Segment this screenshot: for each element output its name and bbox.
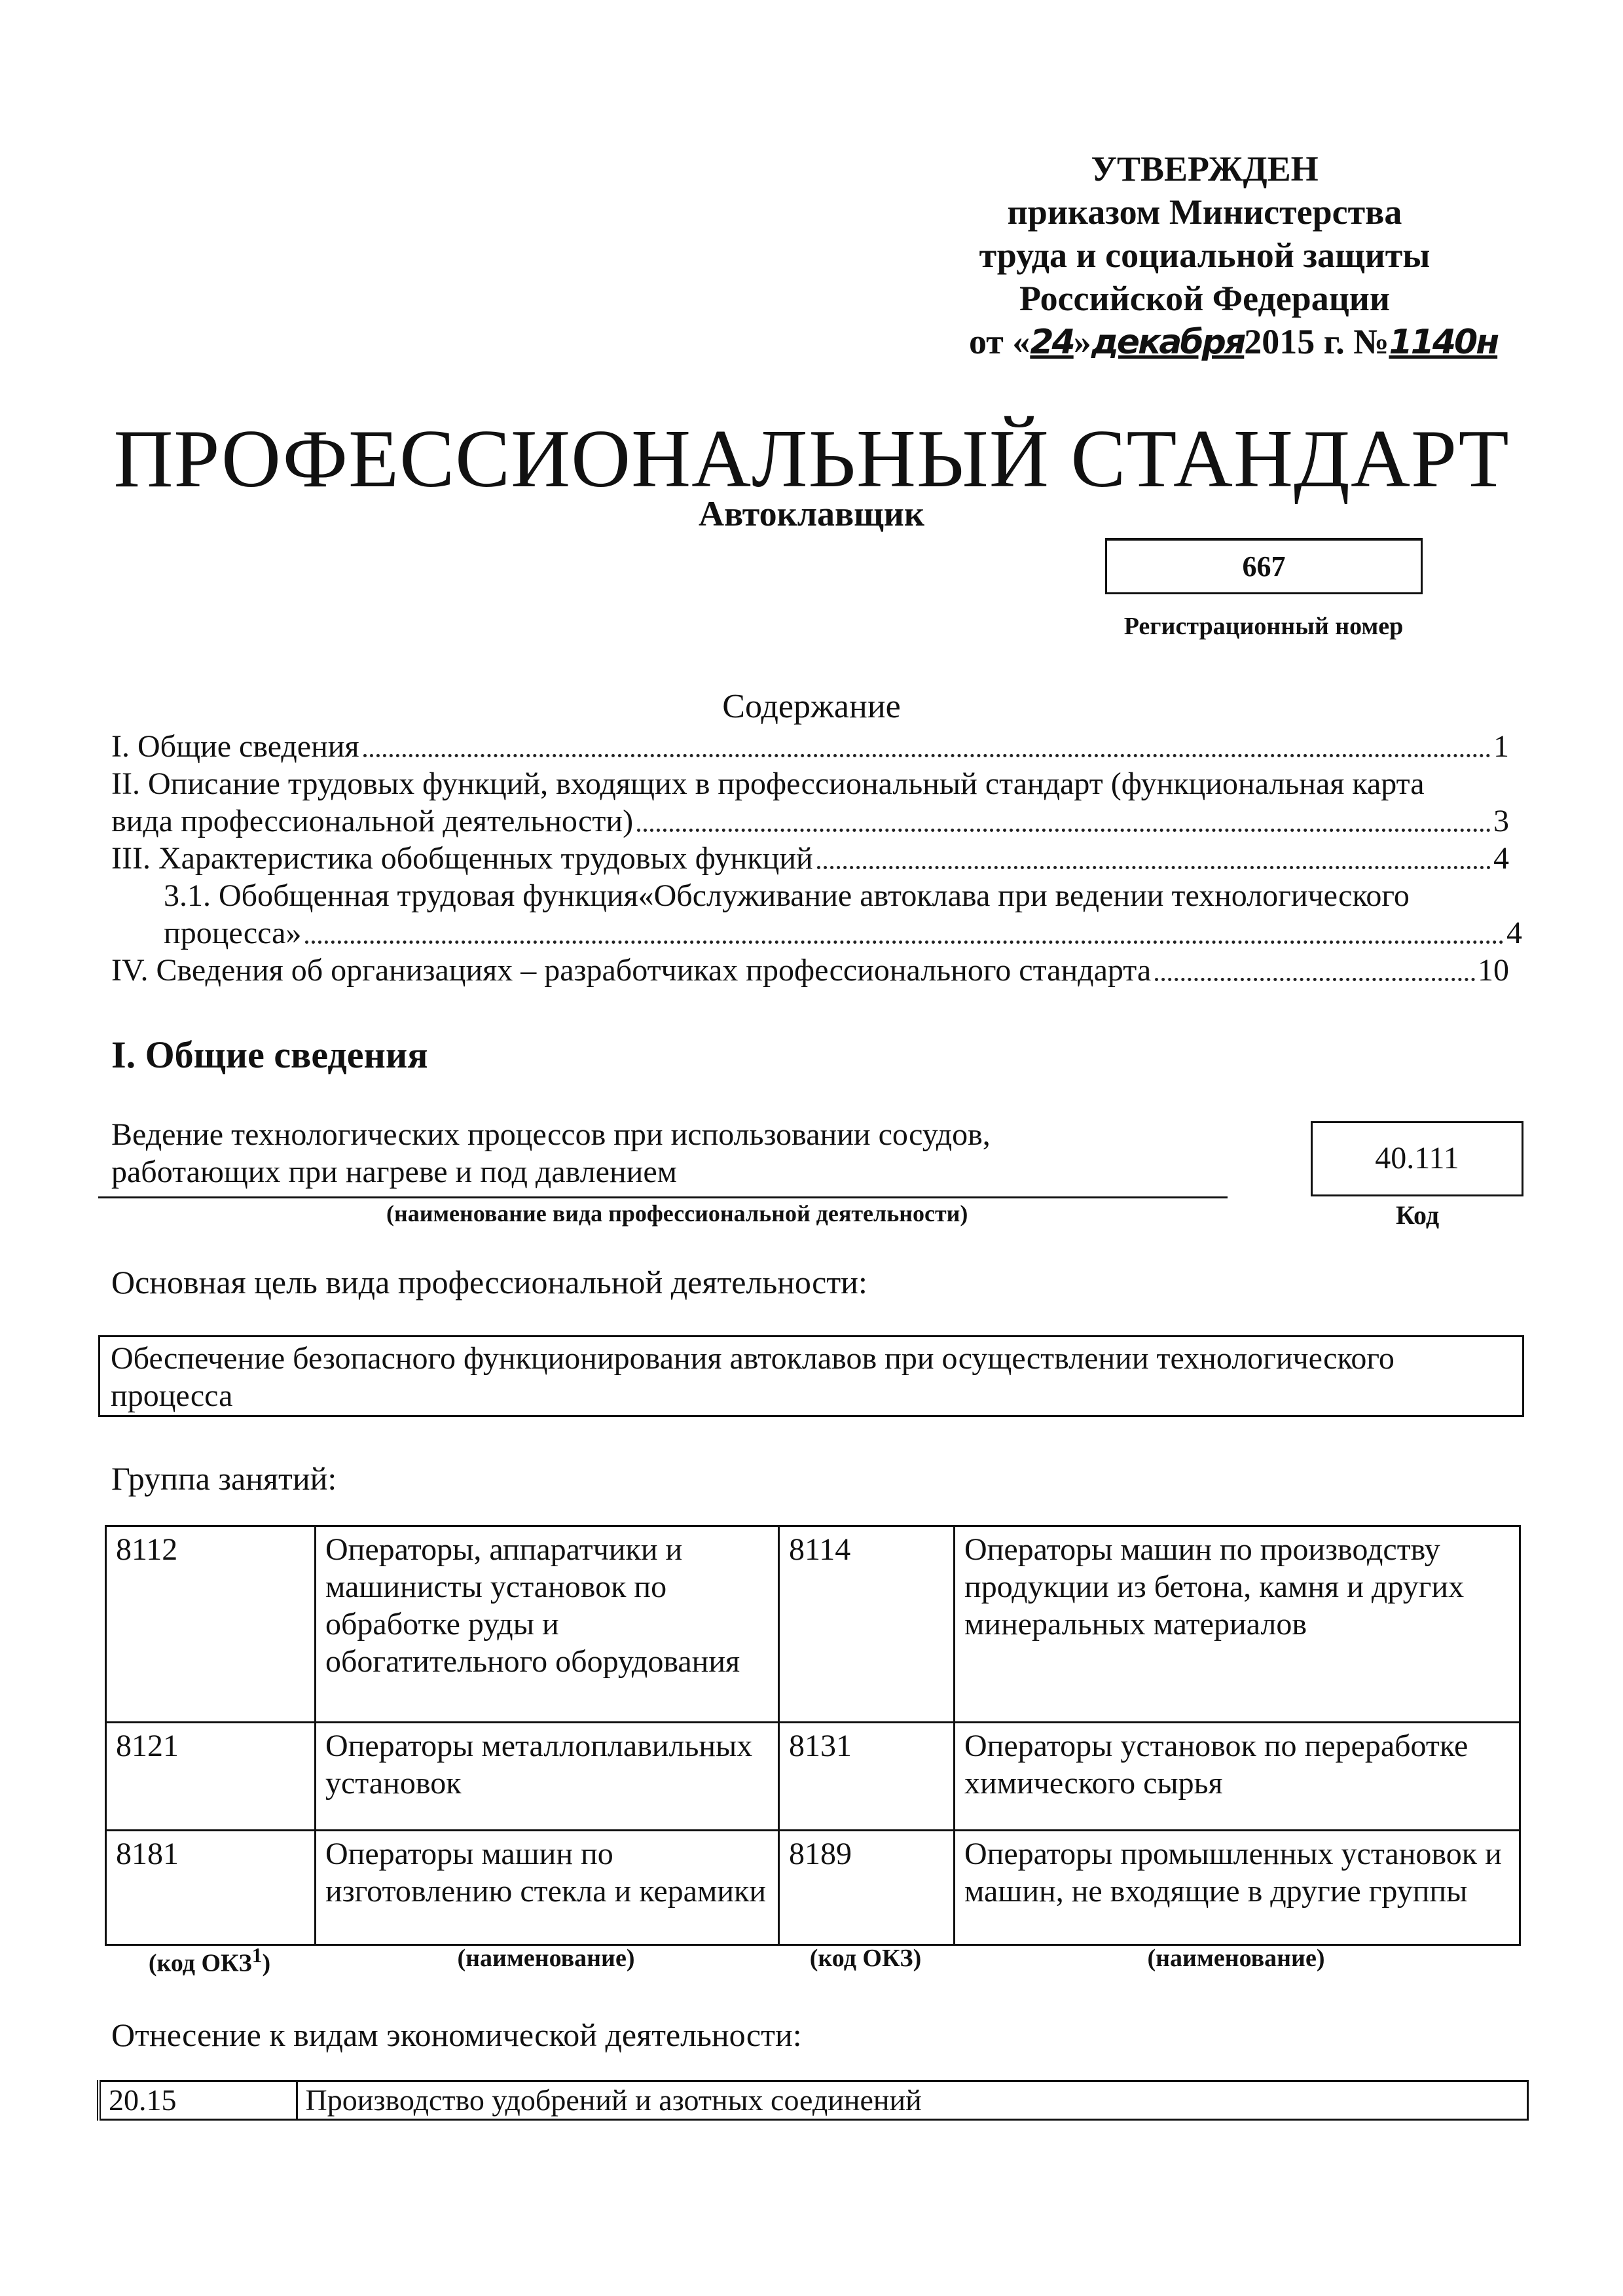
toc-entry-text: процесса»	[164, 916, 302, 950]
toc-entry-text: вида профессиональной деятельности)	[111, 804, 634, 838]
toc-entry-page: 3	[1493, 804, 1509, 838]
economic-activity-table	[97, 2080, 1529, 2121]
activity-name-line: Ведение технологических процессов при использовании сосудов,	[111, 1117, 991, 1152]
activity-code-box: 40.111	[1311, 1121, 1523, 1196]
approval-date	[969, 320, 1498, 364]
approval-line: приказом Министерства	[1007, 192, 1402, 232]
handwritten-day: 24	[1030, 323, 1074, 362]
toc-entry[interactable]	[164, 914, 1522, 952]
table-row	[106, 1723, 1520, 1831]
approval-line: труда и социальной защиты	[979, 236, 1431, 275]
handwritten-order-number: 1140н	[1389, 323, 1498, 362]
toc-leader-dots	[305, 941, 1504, 944]
caption-text: (код ОКЗ	[148, 1949, 252, 1977]
toc-entry[interactable]	[111, 802, 1509, 840]
occupation-code: 8112	[106, 1526, 316, 1723]
activity-name-line: работающих при нагреве и под давлением	[111, 1155, 677, 1189]
table-row	[106, 1831, 1520, 1945]
okved-code: 20.15	[99, 2081, 297, 2120]
registration-number-label: Регистрационный номер	[1123, 613, 1404, 640]
okz-code-caption	[105, 1944, 314, 1978]
activity-underline	[98, 1196, 1228, 1198]
toc-entry-text: II. Описание трудовых функций, входящих в профессиональный стандарт (функциональная карта	[111, 766, 1425, 801]
toc-entry-text: III. Характеристика обобщенных трудовых функций	[111, 841, 813, 876]
toc-leader-dots	[1155, 978, 1475, 981]
approval-title: УТВЕРЖДЕН	[1091, 149, 1319, 188]
toc-leader-dots	[363, 754, 1491, 757]
registration-number-box: 667	[1105, 538, 1423, 594]
toc-leader-dots	[817, 866, 1491, 869]
occupation-name: Операторы металлоплавильных установок	[316, 1723, 779, 1831]
toc-entry-page: 10	[1478, 953, 1509, 988]
table-row	[106, 1526, 1520, 1723]
activity-name	[111, 1116, 1224, 1191]
occupation-code: 8181	[106, 1831, 316, 1945]
goal-box: Обеспечение безопасного функционирования автоклавов при осуществлении технологического процесса	[98, 1335, 1524, 1417]
toc-entry-page: 1	[1493, 729, 1509, 764]
section-heading: I. Общие сведения	[111, 1033, 428, 1076]
toc-title: Содержание	[722, 688, 901, 725]
handwritten-month: декабря	[1091, 323, 1245, 362]
occupation-code: 8121	[106, 1723, 316, 1831]
occupation-name: Операторы, аппаратчики и машинисты установок по обработке руды и обогатительного оборудования	[316, 1526, 779, 1723]
occupation-group-table	[105, 1525, 1521, 1946]
occupation-name: Операторы машин по изготовлению стекла и керамики	[316, 1831, 779, 1945]
toc-entry[interactable]	[111, 952, 1509, 989]
occupation-code: 8189	[779, 1831, 955, 1945]
toc-entry[interactable]	[111, 728, 1509, 765]
activity-name-caption: (наименование вида профессиональной деятельности)	[386, 1200, 968, 1227]
occupation-name: Операторы установок по переработке химического сырья	[955, 1723, 1520, 1831]
occupation-name-caption: (наименование)	[1147, 1945, 1325, 1972]
economic-activity-heading: Отнесение к видам экономической деятельности:	[111, 2017, 802, 2053]
date-prefix: от «	[969, 322, 1030, 361]
occupation-name: Операторы машин по производству продукции из бетона, камня и других минеральных материалов	[955, 1526, 1520, 1723]
toc-entry-text: IV. Сведения об организациях – разработчиках профессионального стандарта	[111, 953, 1152, 988]
toc-entry-text: I. Общие сведения	[111, 729, 359, 764]
occupation-name-caption: (наименование)	[457, 1945, 635, 1972]
approval-line: Российской Федерации	[1019, 279, 1391, 318]
profession-name: Автоклавщик	[698, 494, 924, 533]
activity-code-caption: Код	[1395, 1200, 1440, 1230]
occupation-code: 8114	[779, 1526, 955, 1723]
toc-entry-text: 3.1. Обобщенная трудовая функция«Обслуживание автоклава при ведении технологического	[164, 878, 1410, 913]
occupation-group-heading: Группа занятий:	[111, 1460, 337, 1497]
toc-entry[interactable]	[111, 840, 1509, 877]
occupation-code: 8131	[779, 1723, 955, 1831]
document-title: ПРОФЕССИОНАЛЬНЫЙ СТАНДАРТ	[113, 414, 1510, 505]
okz-code-caption: (код ОКЗ)	[809, 1945, 922, 1972]
toc-leader-dots	[637, 829, 1491, 832]
goal-heading: Основная цель вида профессиональной деятельности:	[111, 1264, 867, 1300]
table-of-contents	[111, 728, 1522, 989]
toc-entry-page: 4	[1506, 916, 1522, 950]
footnote-marker: 1	[251, 1944, 263, 1967]
table-row	[99, 2081, 1527, 2120]
toc-entry-page: 4	[1493, 841, 1509, 876]
caption-text: )	[262, 1949, 271, 1977]
okved-name: Производство удобрений и азотных соединений	[297, 2081, 1527, 2120]
date-year: 2015 г. №	[1244, 322, 1389, 361]
date-quote: »	[1073, 322, 1091, 361]
approval-block	[969, 147, 1498, 364]
occupation-name: Операторы промышленных установок и машин, не входящие в другие группы	[955, 1831, 1520, 1945]
